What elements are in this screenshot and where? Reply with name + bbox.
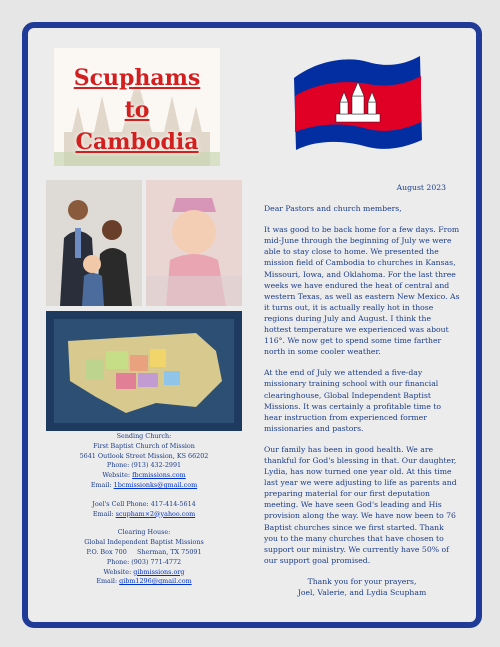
sending-church-heading: Sending Church: [116,432,172,440]
clearing-house-website-line [46,568,242,578]
letter-paragraph: Our family has been in good health. We are thankful for God's blessing in that. Our daughter, Lydia, has now turned one year old. At this time last year we were adjusting to life as parents and preparing material for our first deputation meeting. We have seen God's leading and His provision along the way. We have now been to 76 Baptist churches since we first started. Thank you to the many churches that have chosen to support our ministry. We currently have 50% of our support goal promised. [264,444,457,565]
letter-greeting: Dear Pastors and church members, [264,204,402,214]
letter-closing: Thank you for your prayers, [307,576,417,586]
baby-birthday-photo [146,180,242,306]
sending-church-email-link[interactable]: 1bcmissionks@gmail.com [113,480,198,489]
clearing-house-email-line [46,577,242,587]
letter-paragraph: It was good to be back home for a few days. From mid-June through the beginning of July we were able to stay close to home. We presented the mission field of Cambodia to churches in Kansas, Missouri, Iowa, and Oklahoma. For the last three weeks we have endured the heat of central and western Texas, as well as eastern New Mexico. As it turns out, it is actually really hot in those regions during July and August. I think the hottest temperature we experienced was about 116°. We now get to spend some time farther north in some cooler weather. [264,225,460,357]
contact-sidebar [46,432,242,587]
website-label: Website: [103,567,134,576]
sending-church-address: 5641 Outlook Street Mission, KS 66202 [79,451,209,460]
letter-date: August 2023 [396,183,446,192]
cell-phone: Joel's Cell Phone: 417-414-5614 [92,499,196,508]
clearing-house-phone: Phone: (903) 771-4772 [106,557,182,566]
family-portrait-photo [46,180,142,306]
letter-signature: Joel, Valerie, and Lydia Scupham [297,588,427,597]
sending-church-phone: Phone: (913) 432-2991 [106,461,182,470]
title-banner [54,48,220,166]
email-label: Email: [92,509,116,518]
sending-church-email-line [46,481,242,491]
sending-church-name: First Baptist Church of Mission [93,441,195,450]
title-line-1: Scuphams [73,65,201,91]
cambodia-flag-image [288,52,426,154]
clearing-house-heading: Clearing House: [117,528,171,537]
personal-email-line [46,510,242,520]
newsletter-title [54,62,220,158]
clearing-house-address: P.O. Box 700 Sherman, TX 75091 [86,547,202,556]
sending-church-website-line [46,471,242,481]
newsletter-frame [22,22,482,628]
email-label: Email: [96,577,120,586]
us-map-photo [46,311,242,431]
personal-email-link[interactable]: scupham×2@yahoo.com [115,509,196,518]
letter-paragraph: At the end of July we attended a five-day missionary training school with our financial clearinghouse, Global Independent Baptist Missions. It was certainly a profitable time to hear instruction from experienced former missionaries and pastors. [264,368,442,433]
clearing-house-website-link[interactable]: gibmissions.org [133,567,185,576]
title-line-2: to [124,97,150,123]
clearing-house-name: Global Independent Baptist Missions [84,538,204,547]
title-line-3: Cambodia [75,129,199,155]
email-label: Email: [90,480,114,489]
letter-body [264,182,460,598]
website-label: Website: [102,471,133,480]
clearing-house-email-link[interactable]: gibm1296@gmail.com [119,577,192,586]
sending-church-website-link[interactable]: fbcmissions.com [132,471,186,480]
